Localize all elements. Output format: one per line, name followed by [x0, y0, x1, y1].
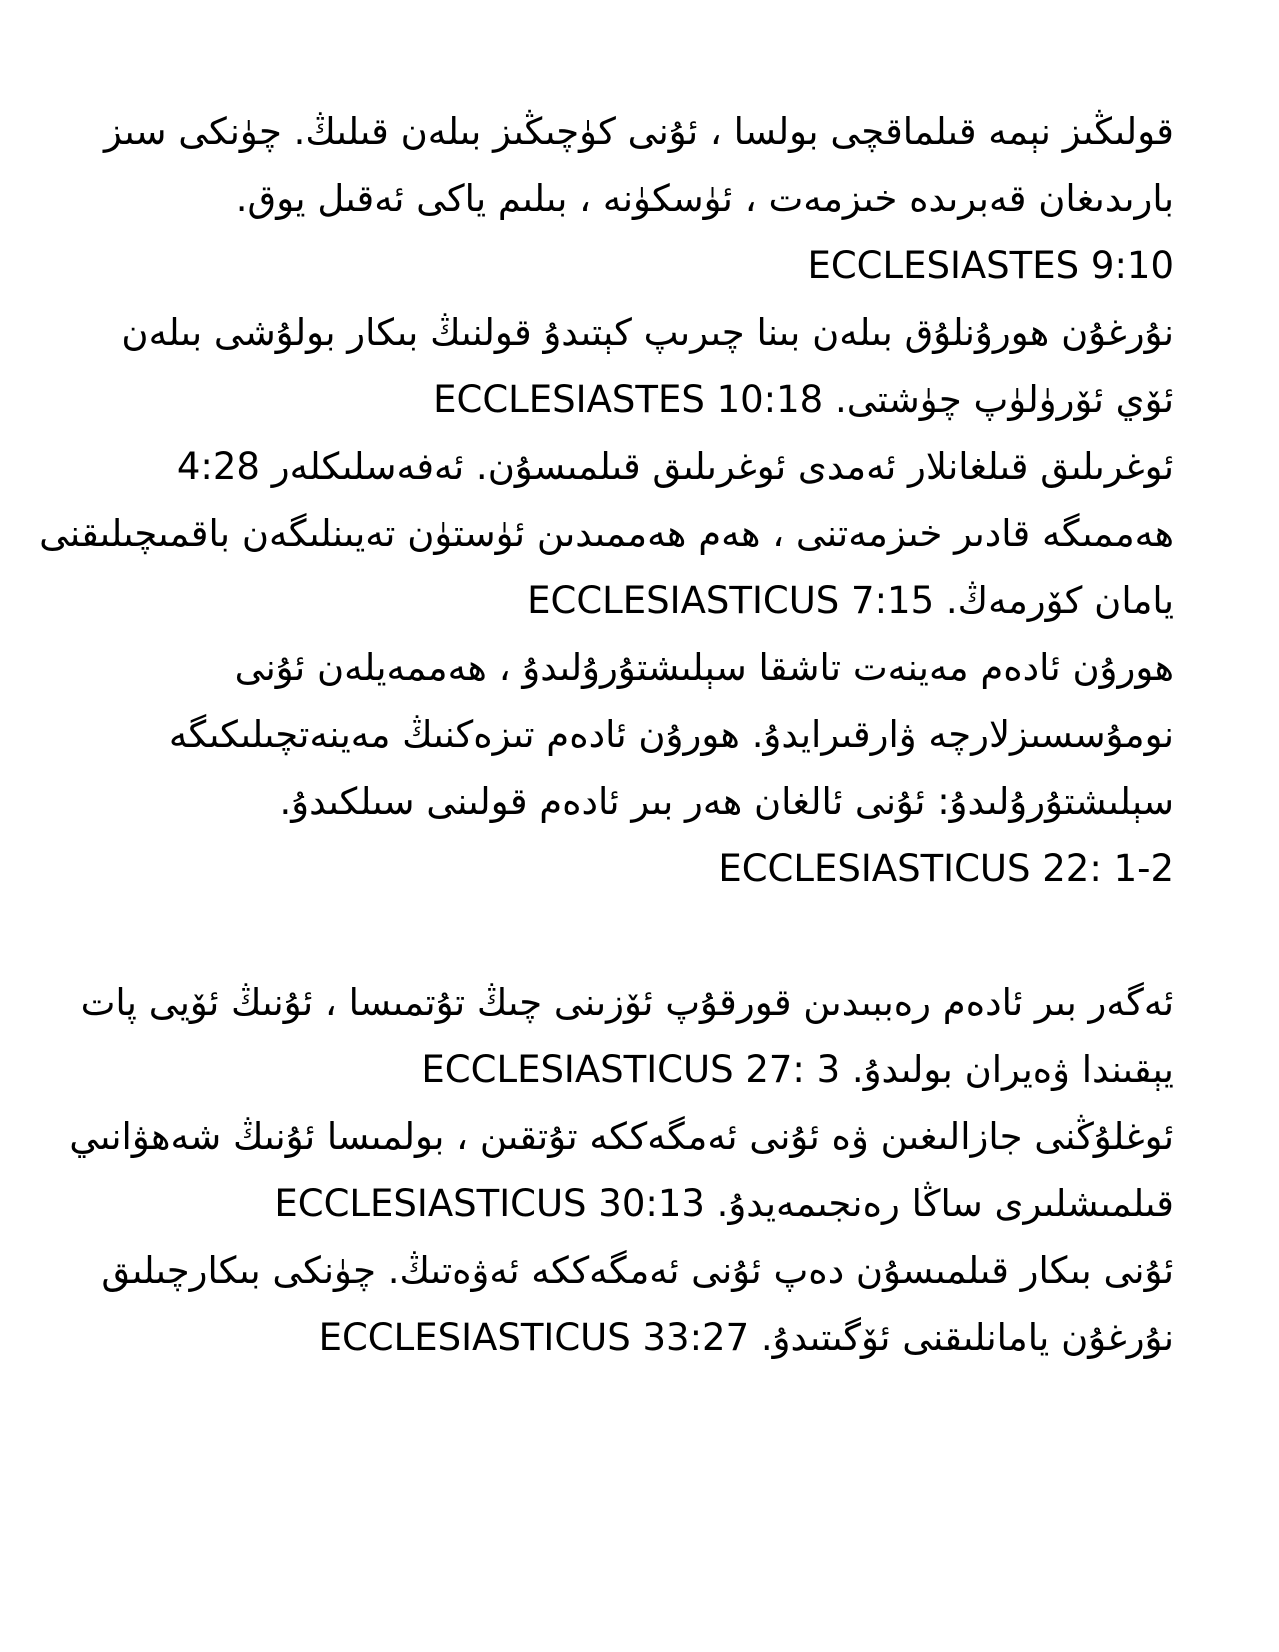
- text-line: بارىدىغان قەبرىدە خىزمەت ، ئۈسكۈنە ، بىلىم ياكى ئەقىل يوق.: [235, 177, 1174, 220]
- text-line: ھەممىگە قادىر خىزمەتنى ، ھەم ھەممىدىن ئۈستۈن تەيىنلىگەن باقمىچىلىقنى: [39, 512, 1174, 555]
- text-line: يېقىندا ۋەيران بولىدۇ. ECCLESIASTICUS 27: 3: [421, 1048, 1174, 1091]
- text-line: ئۇنى بىكار قىلمىسۇن دەپ ئۇنى ئەمگەككە ئەۋەتىڭ. چۈنكى بىكارچىلىق: [101, 1249, 1174, 1292]
- paragraph-gap: [96, 902, 1174, 969]
- text-line: ئۆي ئۆرۈلۈپ چۈشتى. ECCLESIASTES 10:18: [433, 378, 1174, 421]
- text-line: نومۇسسىزلارچە ۋارقىرايدۇ. ھورۇن ئادەم تىزەكنىڭ مەينەتچىلىكىگە: [168, 713, 1174, 756]
- text-line: ئوغلۇڭنى جازالىغىن ۋە ئۇنى ئەمگەككە تۇتقىن ، بولمىسا ئۇنىڭ شەھۋانىي: [69, 1115, 1174, 1158]
- text-line: سېلىشتۇرۇلىدۇ: ئۇنى ئالغان ھەر بىر ئادەم قولىنى سىلكىدۇ.: [279, 780, 1174, 823]
- text-line: نۇرغۇن يامانلىقنى ئۆگىتىدۇ. ECCLESIASTICUS 33:27: [318, 1316, 1174, 1359]
- text-line: ئوغرىلىق قىلغانلار ئەمدى ئوغرىلىق قىلمىسۇن. ئەفەسلىكلەر 4:28: [176, 445, 1174, 488]
- text-line: قىلمىشلىرى ساڭا رەنجىمەيدۇ. ECCLESIASTICUS 30:13: [274, 1182, 1174, 1225]
- verse-reference: ECCLESIASTES 9:10: [807, 244, 1174, 287]
- text-line: قولىڭىز نېمە قىلماقچى بولسا ، ئۇنى كۈچىڭىز بىلەن قىلىڭ. چۈنكى سىز: [103, 110, 1174, 153]
- text-line: ھورۇن ئادەم مەينەت تاشقا سېلىشتۇرۇلىدۇ ، ھەممەيلەن ئۇنى: [234, 646, 1174, 689]
- text-line: يامان كۆرمەڭ. ECCLESIASTICUS 7:15: [527, 579, 1174, 622]
- verse-reference: ECCLESIASTICUS 22: 1-2: [718, 847, 1174, 890]
- body-text: [39, 98, 1174, 1371]
- text-line: نۇرغۇن ھورۇنلۇق بىلەن بىنا چىرىپ كېتىدۇ قولنىڭ بىكار بولۇشى بىلەن: [121, 311, 1174, 354]
- text-line: ئەگەر بىر ئادەم رەببىدىن قورقۇپ ئۆزىنى چىڭ تۇتمىسا ، ئۇنىڭ ئۆيى پات: [80, 981, 1174, 1024]
